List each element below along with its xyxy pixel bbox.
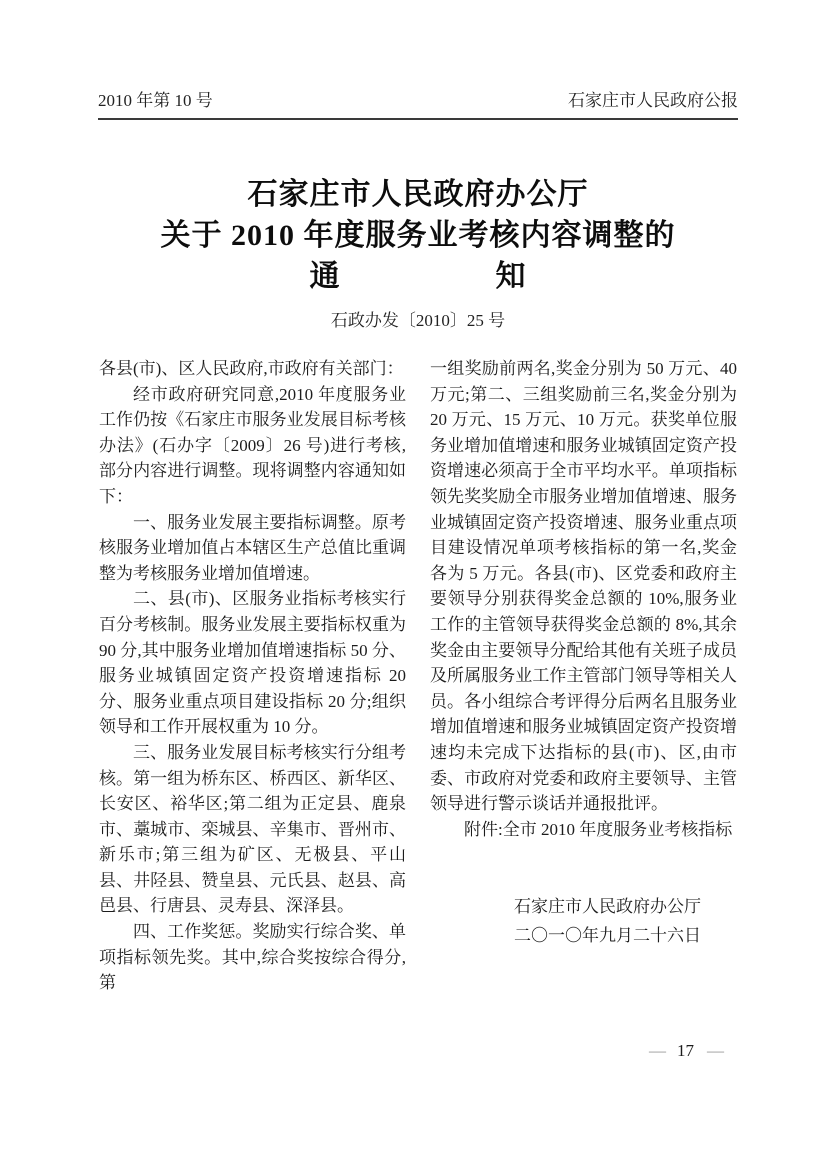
item-4-paragraph-continued: 一组奖励前两名,奖金分别为 50 万元、40 万元;第二、三组奖励前三名,奖金分别为 20 万元、15 万元、10 万元。获奖单位服务业增加值增速和服务业城镇固定资产投资增速必须高于全市平均水平。单项指标领先奖奖励全市服务业增加值增速、服务业城镇固定资产投资增速、服务业重点项目建设情况单项考核指标的第一名,奖金各为 5 万元。各县(市)、区党委和政府主要领导分别获得奖金总额的 10%,服务业工作的主管领导获得奖金总额的 8%,其余奖金由主要领导分配给其他有关班子成员及所属服务业工作主管部门领导等相关人员。各小组综合考评得分后两名且服务业增加值增速和服务业城镇固定资产投资增速均未完成下达指标的县(市)、区,由市委、市政府对党委和政府主要领导、主管领导进行警示谈话并通报批评。 <box>430 359 737 814</box>
document-reference-number: 石政办发〔2010〕25 号 <box>330 311 506 330</box>
publication-name: 石家庄市人民政府公报 <box>568 91 738 110</box>
footer-dash-right: — <box>707 1041 722 1060</box>
signature-organization: 石家庄市人民政府办公厅 <box>514 897 701 917</box>
page-number: 17 <box>677 1041 694 1060</box>
page-header <box>98 90 738 120</box>
intro-paragraph: 经市政府研究同意,2010 年度服务业工作仍按《石家庄市服务业发展目标考核办法》(石办字〔2009〕26 号)进行考核,部分内容进行调整。现将调整内容通知如下： <box>99 384 406 506</box>
attachment-note: 附件:全市 2010 年度服务业考核指标 <box>464 819 733 839</box>
page-number-group <box>649 1040 722 1062</box>
title-line-3: 通 知 <box>309 260 527 293</box>
title-line-2: 关于 2010 年度服务业考核内容调整的 <box>160 219 676 252</box>
salutation-paragraph: 各县(市)、区人民政府,市政府有关部门： <box>99 359 404 378</box>
item-2-paragraph: 二、县(市)、区服务业指标考核实行百分考核制。服务业发展主要指标权重为 90 分,其中服务业增加值增速指标 50 分、服务业城镇固定资产投资增速指标 20 分、服务业重点项目建设指标 20 分;组织领导和工作开展权重为 10 分。 <box>99 589 406 737</box>
issue-number: 2010 年第 10 号 <box>98 91 213 110</box>
right-column <box>430 356 737 996</box>
item-3-paragraph: 三、服务业发展目标考核实行分组考核。第一组为桥东区、桥西区、新华区、长安区、裕华区;第二组为正定县、鹿泉市、藁城市、栾城县、辛集市、晋州市、新乐市;第三组为矿区、无极县、平山县、井陉县、赞皇县、元氏县、赵县、高邑县、行唐县、灵寿县、深泽县。 <box>99 742 406 916</box>
footer-dash-left: — <box>649 1041 664 1060</box>
title-line-1: 石家庄市人民政府办公厅 <box>247 178 589 211</box>
document-body <box>99 356 737 996</box>
document-title <box>99 174 737 297</box>
signature-block <box>430 892 737 950</box>
item-4-paragraph-start: 四、工作奖惩。奖励实行综合奖、单项指标领先奖。其中,综合奖按综合得分,第 <box>99 922 406 993</box>
signature-date: 二〇一〇年九月二十六日 <box>514 926 701 946</box>
left-column <box>99 356 406 996</box>
item-1-paragraph: 一、服务业发展主要指标调整。原考核服务业增加值占本辖区生产总值比重调整为考核服务业增加值增速。 <box>99 512 406 583</box>
